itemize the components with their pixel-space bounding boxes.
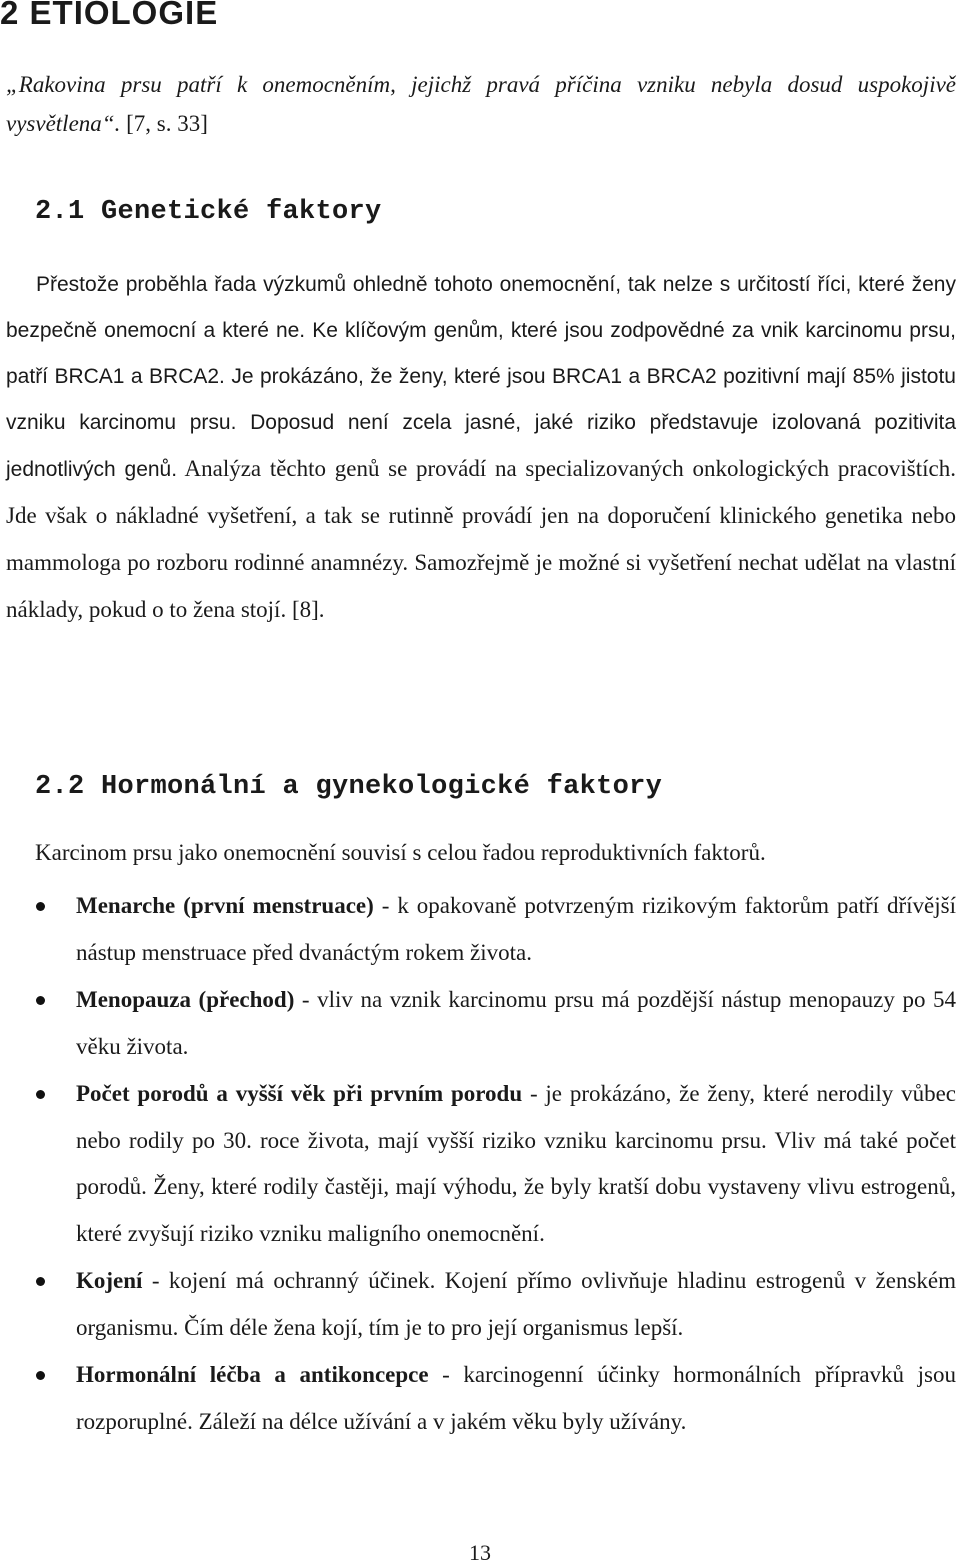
quote-citation: [7, s. 33] [120, 111, 208, 136]
list-item-births [0, 1071, 956, 1257]
list-item-term: Menarche (první menstruace) [76, 893, 374, 918]
chapter-title: 2 ETIOLOGIE [0, 0, 219, 31]
quote-text: „Rakovina prsu patří k onemocněním, jejichž pravá příčina vzniku nebyla dosud uspokojivě vysvětlena“. [6, 72, 956, 136]
section-heading-genetic: 2.1 Genetické faktory [35, 197, 382, 227]
list-item-text: - je prokázáno, že ženy, které nerodily vůbec nebo rodily po 30. roce života, mají vyšší riziko vzniku karcinomu prsu. Vliv má také počet porodů. Ženy, které rodily častěji, mají výhodu, že byly kratší dobu vystaveny vlivu estrogenů, které zvyšují riziko vzniku maligního onemocnění. [76, 1081, 957, 1246]
bullet-icon [36, 1277, 45, 1286]
list-item-term: Hormonální léčba a antikoncepce [76, 1362, 429, 1387]
bullet-icon [36, 902, 45, 911]
list-item-text: - karcinogenní účinky hormonálních přípravků jsou rozporuplné. Záleží na délce užívání a v jakém věku byly užívány. [76, 1362, 956, 1434]
list-item-text: - k opakovaně potvrzeným rizikovým faktorům patří dřívější nástup menstruace před dvanáctým rokem života. [76, 893, 956, 965]
list-item-breastfeeding [0, 1258, 956, 1351]
bullet-icon [36, 1371, 45, 1380]
list-item-text: - vliv na vznik karcinomu prsu má pozdější nástup menopauzy po 54 věku života. [76, 987, 956, 1059]
list-item-menopause [0, 977, 956, 1070]
list-item-term: Počet porodů a vyšší věk při prvním porodu [76, 1081, 523, 1106]
bullet-icon [36, 1090, 45, 1099]
genetic-paragraph-serif: Analýza těchto genů se provádí na specializovaných onkologických pracovištích. Jde však o nákladné vyšetření, a tak se rutinně provádí jen na doporučení klinického genetika nebo mammologa po rozboru rodinné anamnézy. Samozřejmě je možné si vyšetření nechat udělat na vlastní náklady, pokud o to žena stojí. [8]. [6, 456, 956, 622]
page-number: 13 [469, 1540, 491, 1565]
list-item-menarche [0, 883, 956, 976]
intro-quote [6, 65, 956, 143]
bullet-icon [36, 996, 45, 1005]
genetic-paragraph [6, 262, 956, 634]
hormonal-intro: Karcinom prsu jako onemocnění souvisí s celou řadou reproduktivních faktorů. [35, 840, 766, 865]
risk-factor-list [0, 883, 960, 1446]
section-heading-hormonal: 2.2 Hormonální a gynekologické faktory [35, 772, 663, 802]
genetic-paragraph-sans: Přestože proběhla řada výzkumů ohledně tohoto onemocnění, tak nelze s určitostí říci, které ženy bezpečně onemocní a které ne. Ke klíčovým genům, které jsou zodpovědné za vnik karcinomu prsu, patří BRCA1 a BRCA2. Je prokázáno, že ženy, které jsou BRCA1 a BRCA2 pozitivní mají 85% jistotu vzniku karcinomu prsu. Doposud není zcela jasné, jaké riziko představuje izolovaná pozitivita jednotlivých genů. [6, 273, 956, 481]
list-item-term: Menopauza (přechod) [76, 987, 295, 1012]
list-item-term: Kojení [76, 1268, 143, 1293]
list-item-hormonal-therapy [0, 1352, 956, 1445]
list-item-text: - kojení má ochranný účinek. Kojení přímo ovlivňuje hladinu estrogenů v ženském organismu. Čím déle žena kojí, tím je to pro její organismus lepší. [76, 1268, 956, 1340]
